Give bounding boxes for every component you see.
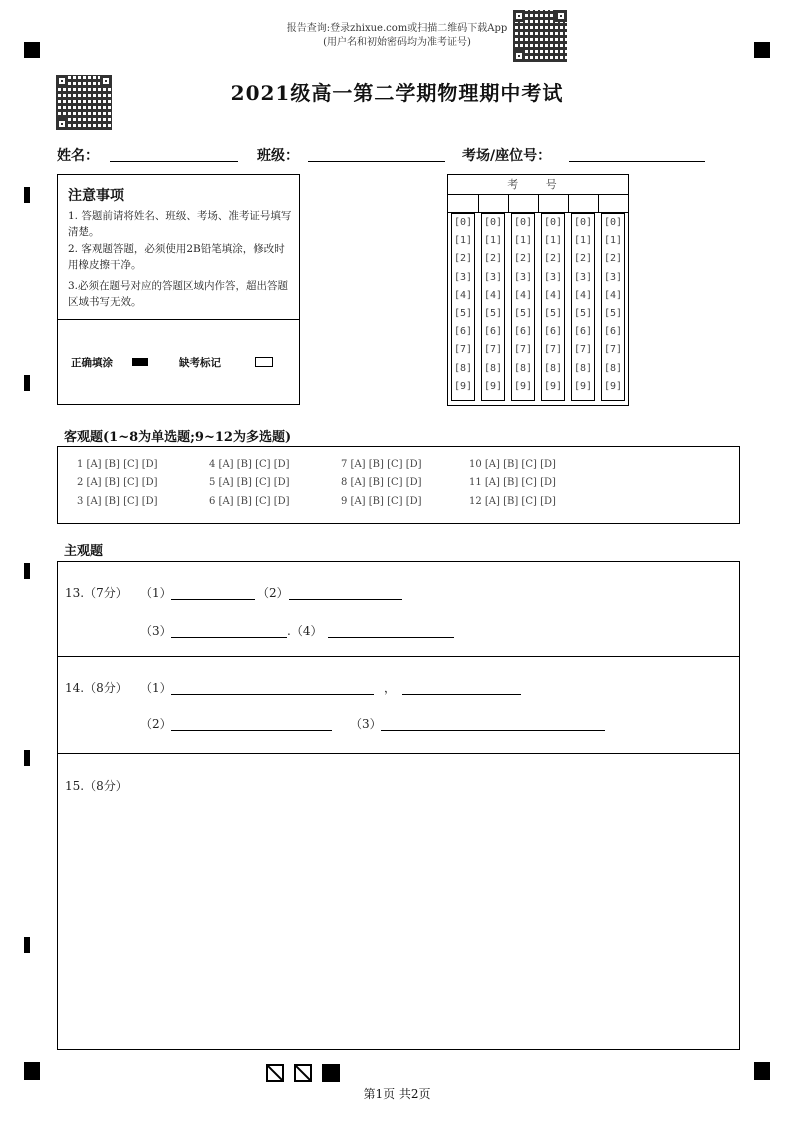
subjective-label: 主观题	[64, 544, 104, 559]
objective-question[interactable]: 9 [A] [B] [C] [D]	[341, 496, 422, 507]
question-14-answer-2[interactable]	[171, 730, 332, 731]
exam-digit-bubble[interactable]: [7]	[573, 344, 593, 356]
exam-digit-bubble[interactable]: [7]	[513, 344, 533, 356]
question-15-header: 15.（8分）	[65, 779, 128, 793]
exam-digit-bubble[interactable]: [2]	[513, 253, 533, 265]
question-13-answer-1[interactable]	[171, 599, 255, 600]
exam-digit-bubble[interactable]: [3]	[513, 271, 533, 283]
objective-question[interactable]: 10 [A] [B] [C] [D]	[469, 459, 556, 470]
exam-digit-bubble[interactable]: [5]	[513, 308, 533, 320]
exam-digit-bubble[interactable]: [6]	[573, 326, 593, 338]
exam-digit-bubble[interactable]: [6]	[603, 326, 623, 338]
corner-mark-bottom-left	[24, 1062, 40, 1080]
exam-digit-bubble[interactable]: [8]	[573, 362, 593, 374]
objective-label: 客观题(1~8为单选题;9~12为多选题)	[64, 430, 292, 445]
exam-digit-bubble[interactable]: [7]	[453, 344, 473, 356]
exam-number-column	[601, 213, 625, 401]
exam-digit-bubble[interactable]: [0]	[483, 217, 503, 228]
exam-digit-bubble[interactable]: [5]	[603, 308, 623, 320]
exam-digit-bubble[interactable]: [4]	[513, 289, 533, 301]
exam-digit-bubble[interactable]: [9]	[573, 380, 593, 392]
exam-digit-bubble[interactable]: [4]	[453, 289, 473, 301]
question-15-answer-area[interactable]	[58, 802, 739, 1049]
question-13-part-2: （2）	[257, 586, 289, 600]
objective-question[interactable]: 3 [A] [B] [C] [D]	[77, 496, 158, 507]
objective-question[interactable]: 8 [A] [B] [C] [D]	[341, 477, 422, 488]
exam-digit-bubble[interactable]: [0]	[513, 217, 533, 228]
correct-fill-label: 正确填涂	[71, 357, 113, 369]
exam-digit-bubble[interactable]: [2]	[573, 253, 593, 265]
objective-question[interactable]: 5 [A] [B] [C] [D]	[209, 477, 290, 488]
exam-digit-bubble[interactable]: [6]	[453, 326, 473, 338]
notice-divider	[58, 319, 299, 320]
name-field[interactable]	[110, 161, 238, 162]
page-marker-filled-icon	[322, 1064, 340, 1082]
question-14-header: 14.（8分）	[65, 681, 128, 695]
exam-number-title: 考 号	[507, 178, 569, 191]
exam-digit-bubble[interactable]: [8]	[483, 362, 503, 374]
exam-digit-bubble[interactable]: [5]	[483, 308, 503, 320]
exam-number-column	[541, 213, 565, 401]
exam-digit-bubble[interactable]: [3]	[573, 271, 593, 283]
timing-mark	[24, 187, 30, 203]
exam-digit-bubble[interactable]: [3]	[543, 271, 563, 283]
download-note-line2: (用户名和初始密码均为准考证号)	[323, 37, 471, 48]
exam-digit-bubble[interactable]: [8]	[453, 362, 473, 374]
absent-mark-checkbox[interactable]	[255, 357, 273, 367]
grid-line	[538, 195, 539, 213]
page-marker-slashed-icon	[294, 1064, 312, 1082]
question-14-part-3: （3）	[350, 717, 382, 731]
exam-digit-bubble[interactable]: [2]	[543, 253, 563, 265]
exam-digit-bubble[interactable]: [4]	[543, 289, 563, 301]
exam-number-column	[511, 213, 535, 401]
question-14-answer-1b[interactable]	[402, 694, 521, 695]
exam-digit-bubble[interactable]: [6]	[543, 326, 563, 338]
notice-heading: 注意事项	[68, 188, 124, 204]
question-13-part-3: （3）	[140, 624, 172, 638]
timing-mark	[24, 937, 30, 953]
correct-fill-sample	[132, 358, 148, 366]
grid-line	[508, 195, 509, 213]
exam-digit-bubble[interactable]: [9]	[483, 380, 503, 392]
exam-digit-bubble[interactable]: [3]	[453, 271, 473, 283]
exam-number-column	[481, 213, 505, 401]
exam-digit-bubble[interactable]: [0]	[543, 217, 563, 228]
grid-line	[598, 195, 599, 213]
corner-mark-bottom-right	[754, 1062, 770, 1080]
exam-digit-bubble[interactable]: [3]	[483, 271, 503, 283]
section-divider	[58, 656, 739, 657]
exam-digit-bubble[interactable]: [1]	[573, 235, 593, 247]
section-divider	[58, 753, 739, 754]
name-label: 姓名：	[57, 148, 99, 164]
download-note-line1: 报告查询:登录zhixue.com或扫描二维码下载App	[286, 23, 508, 34]
timing-mark	[24, 375, 30, 391]
subjective-answer-box	[57, 561, 740, 1050]
objective-question[interactable]: 1 [A] [B] [C] [D]	[77, 459, 158, 470]
exam-digit-bubble[interactable]: [1]	[453, 235, 473, 247]
question-13-answer-2[interactable]	[289, 599, 402, 600]
exam-number-column	[571, 213, 595, 401]
class-label: 班级：	[257, 148, 299, 164]
exam-digit-bubble[interactable]: [7]	[483, 344, 503, 356]
exam-digit-bubble[interactable]: [9]	[543, 380, 563, 392]
exam-digit-bubble[interactable]: [9]	[513, 380, 533, 392]
exam-digit-bubble[interactable]: [3]	[603, 271, 623, 283]
exam-digit-bubble[interactable]: [0]	[573, 217, 593, 228]
exam-digit-bubble[interactable]: [2]	[603, 253, 623, 265]
exam-digit-bubble[interactable]: [5]	[543, 308, 563, 320]
exam-digit-bubble[interactable]: [1]	[513, 235, 533, 247]
timing-mark	[24, 750, 30, 766]
notice-item: 3.必须在题号对应的答题区域内作答，超出答题区域书写无效。	[68, 280, 289, 308]
objective-question[interactable]: 4 [A] [B] [C] [D]	[209, 459, 290, 470]
page-number: 第1页 共2页	[363, 1087, 431, 1101]
exam-digit-bubble[interactable]: [8]	[603, 362, 623, 374]
question-13-answer-3[interactable]	[171, 637, 287, 638]
exam-digit-bubble[interactable]: [8]	[543, 362, 563, 374]
exam-digit-bubble[interactable]: [6]	[513, 326, 533, 338]
page-marker-slashed-icon	[266, 1064, 284, 1082]
exam-digit-bubble[interactable]: [7]	[543, 344, 563, 356]
exam-digit-bubble[interactable]: [2]	[453, 253, 473, 265]
question-13-part-1: （1）	[140, 586, 172, 600]
notice-box	[57, 174, 300, 405]
objective-question[interactable]: 2 [A] [B] [C] [D]	[77, 477, 158, 488]
exam-digit-bubble[interactable]: [1]	[483, 235, 503, 247]
exam-digit-bubble[interactable]: [9]	[453, 380, 473, 392]
absent-mark-label: 缺考标记	[179, 357, 221, 369]
question-14-part-1: （1）	[140, 681, 172, 695]
question-14-answer-3[interactable]	[381, 730, 605, 731]
objective-answer-box	[57, 446, 740, 524]
notice-item: 1. 答题前请将姓名、班级、考场、准考证号填写清楚。	[68, 210, 292, 238]
grid-line	[478, 195, 479, 213]
qr-code-top-right	[513, 10, 567, 62]
objective-question[interactable]: 6 [A] [B] [C] [D]	[209, 496, 290, 507]
exam-digit-bubble[interactable]: [5]	[573, 308, 593, 320]
question-14-part-2: （2）	[140, 717, 172, 731]
notice-item: 2. 客观题答题，必须使用2B铅笔填涂，修改时用橡皮擦干净。	[68, 243, 285, 271]
class-field[interactable]	[308, 161, 445, 162]
question-13-part-4: .（4）	[287, 624, 323, 638]
exam-digit-bubble[interactable]: [1]	[543, 235, 563, 247]
timing-mark	[24, 563, 30, 579]
question-14-answer-1a[interactable]	[171, 694, 374, 695]
exam-number-grid	[447, 174, 629, 406]
exam-digit-bubble[interactable]: [4]	[603, 289, 623, 301]
question-13-answer-4[interactable]	[328, 637, 454, 638]
objective-question[interactable]: 11 [A] [B] [C] [D]	[469, 477, 556, 488]
exam-digit-bubble[interactable]: [4]	[573, 289, 593, 301]
question-14-comma: ，	[384, 681, 397, 695]
exam-number-column	[451, 213, 475, 401]
exam-digit-bubble[interactable]: [8]	[513, 362, 533, 374]
exam-digit-bubble[interactable]: [4]	[483, 289, 503, 301]
exam-digit-bubble[interactable]: [5]	[453, 308, 473, 320]
objective-question[interactable]: 7 [A] [B] [C] [D]	[341, 459, 422, 470]
seat-field[interactable]	[569, 161, 705, 162]
exam-digit-bubble[interactable]: [0]	[453, 217, 473, 228]
exam-digit-bubble[interactable]: [6]	[483, 326, 503, 338]
seat-label: 考场/座位号：	[462, 148, 552, 164]
exam-digit-bubble[interactable]: [2]	[483, 253, 503, 265]
download-note	[0, 22, 794, 50]
exam-digit-bubble[interactable]: [0]	[603, 217, 623, 228]
exam-digit-bubble[interactable]: [1]	[603, 235, 623, 247]
grid-line	[568, 195, 569, 213]
exam-digit-bubble[interactable]: [7]	[603, 344, 623, 356]
question-13-header: 13.（7分）	[65, 586, 128, 600]
objective-question[interactable]: 12 [A] [B] [C] [D]	[469, 496, 556, 507]
exam-digit-bubble[interactable]: [9]	[603, 380, 623, 392]
page-title: 2021级高一第二学期物理期中考试	[230, 81, 564, 105]
